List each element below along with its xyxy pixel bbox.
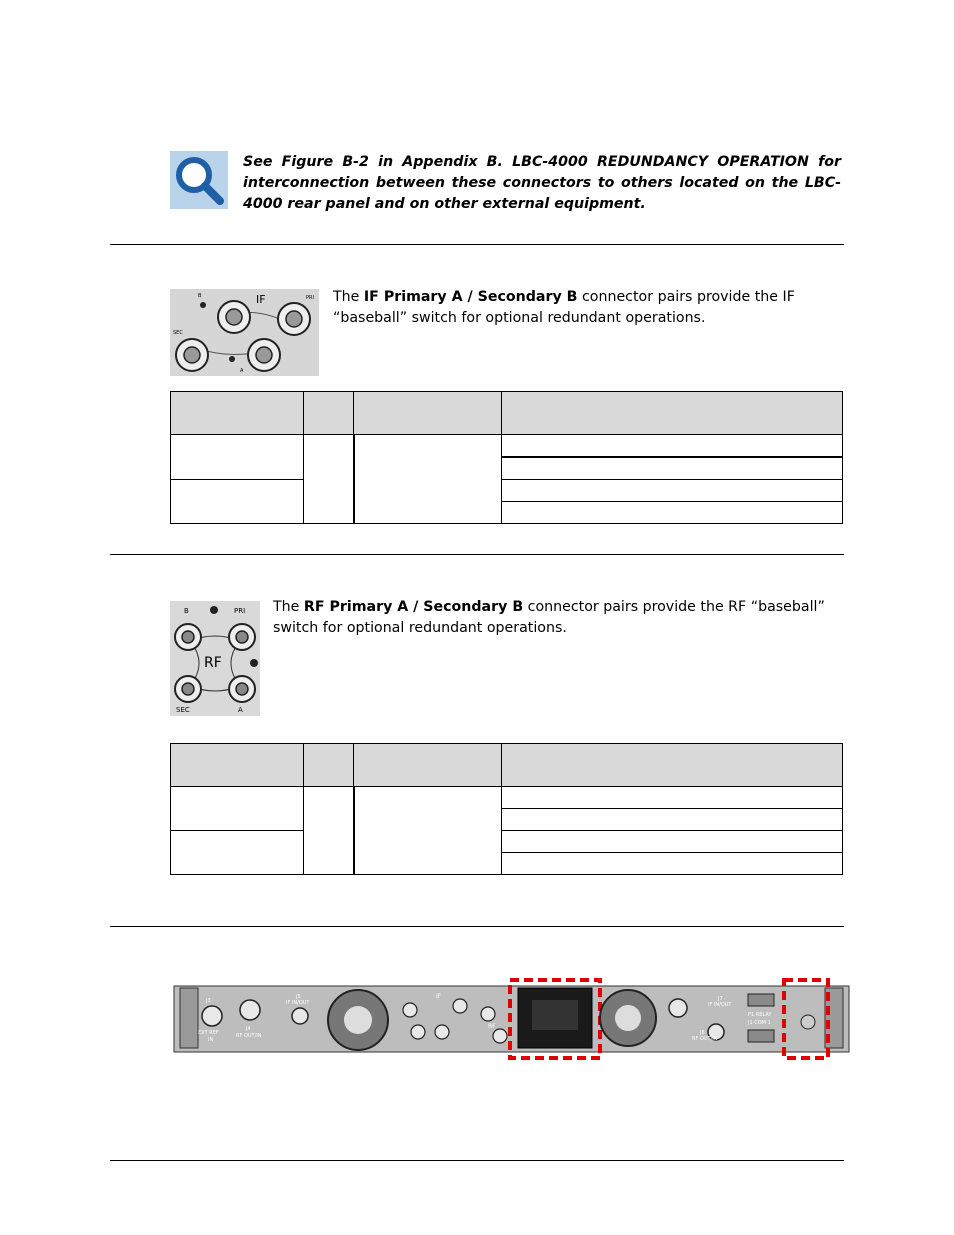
svg-text:A: A <box>240 368 244 374</box>
svg-text:IN: IN <box>208 1037 214 1043</box>
svg-text:J5: J5 <box>296 994 301 1000</box>
magnifier-icon <box>170 151 228 209</box>
svg-text:RF: RF <box>488 1023 496 1030</box>
table-row <box>171 435 843 458</box>
svg-text:EXT REF: EXT REF <box>198 1030 219 1036</box>
rear-panel-photo <box>170 974 855 1064</box>
svg-text:SEC: SEC <box>176 706 190 714</box>
svg-text:J3: J3 <box>206 998 211 1004</box>
if-connector-table <box>170 391 843 524</box>
svg-text:J4: J4 <box>246 1026 251 1032</box>
rf-connector-photo <box>170 601 260 716</box>
table-header-row <box>171 744 843 787</box>
svg-text:J1 COM 1: J1 COM 1 <box>748 1020 771 1026</box>
svg-text:P1 RELAY: P1 RELAY <box>748 1012 772 1018</box>
svg-text:PRI: PRI <box>306 295 314 301</box>
table-row <box>171 787 843 809</box>
section-divider <box>110 926 844 927</box>
svg-text:B: B <box>184 607 189 615</box>
svg-text:A: A <box>238 706 243 714</box>
svg-text:IF: IF <box>436 993 442 1000</box>
svg-text:PRI: PRI <box>234 607 246 615</box>
section-divider <box>110 244 844 245</box>
rf-description: The RF Primary A / Secondary B connector pairs provide the RF “baseball” switch for optional redundant operations. <box>273 599 825 636</box>
svg-text:B: B <box>198 293 202 299</box>
note-text: See Figure B-2 in Appendix B. LBC-4000 REDUNDANCY OPERATION for interconnection between these connectors to others located on the LBC-4000 rear panel and on other external equipment. <box>243 154 841 212</box>
svg-text:J6: J6 <box>700 1030 705 1036</box>
footer-divider <box>110 1160 844 1161</box>
svg-text:J7: J7 <box>718 996 723 1002</box>
table-row <box>171 480 843 502</box>
svg-text:RF OUT/IN: RF OUT/IN <box>236 1033 262 1039</box>
svg-text:IF IN/OUT: IF IN/OUT <box>286 1000 310 1006</box>
if-photo-title: IF <box>256 293 266 306</box>
svg-text:RF OUT/IN: RF OUT/IN <box>692 1036 718 1042</box>
svg-text:IF IN/OUT: IF IN/OUT <box>708 1002 732 1008</box>
svg-text:SEC: SEC <box>173 330 183 336</box>
table-header-row <box>171 392 843 435</box>
section-divider <box>110 554 844 555</box>
if-connector-photo <box>170 289 319 376</box>
table-row <box>171 831 843 853</box>
rf-connector-table <box>170 743 843 875</box>
rf-photo-title: RF <box>204 655 222 671</box>
if-description: The IF Primary A / Secondary B connector pairs provide the IF “baseball” switch for optional redundant operations. <box>333 289 795 326</box>
